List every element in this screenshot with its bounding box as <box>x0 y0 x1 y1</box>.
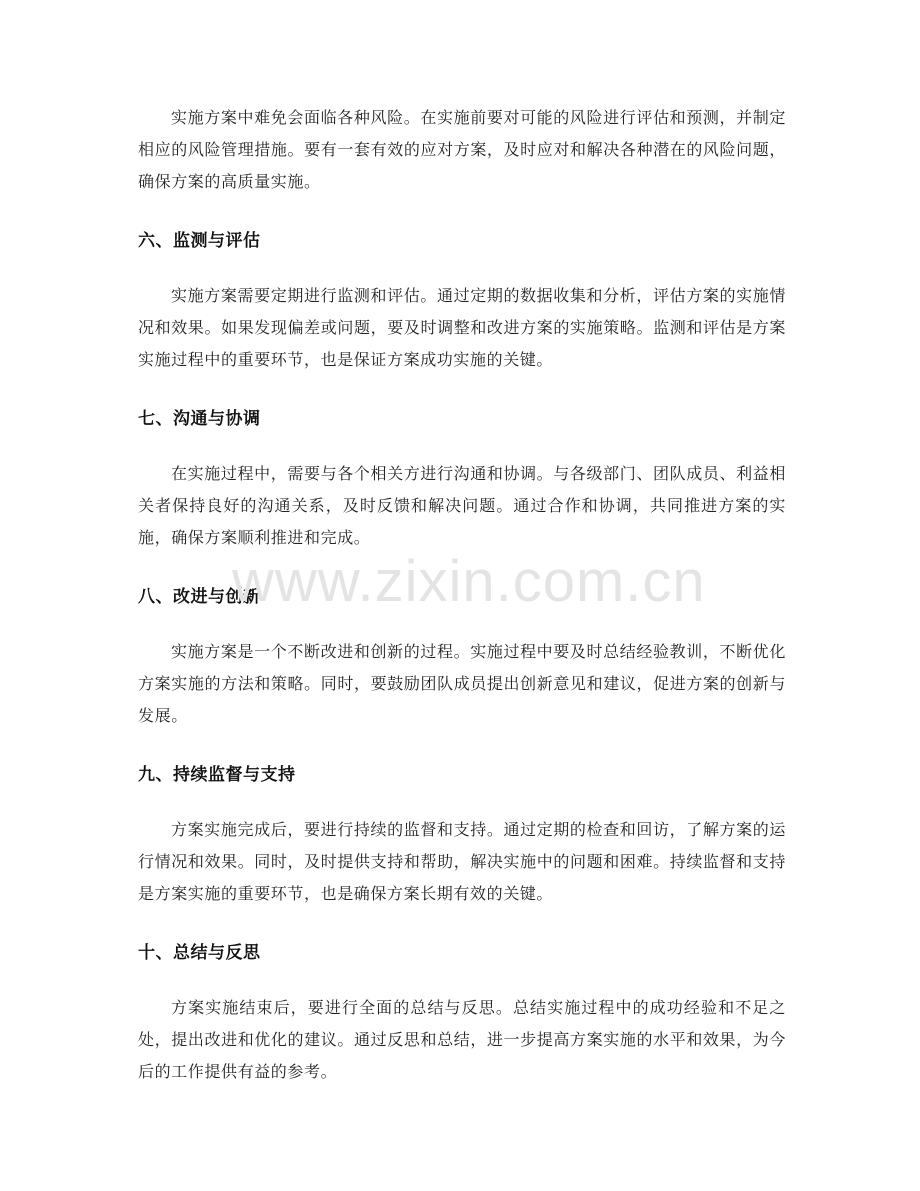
section-paragraph: 实施方案需要定期进行监测和评估。通过定期的数据收集和分析，评估方案的实施情况和效果。如果发现偏差或问题，要及时调整和改进方案的实施策略。监测和评估是方案实施过程中的重要环节，也是保证方案成功实施的关键。 <box>138 286 786 369</box>
section-heading: 六、监测与评估 <box>138 231 261 251</box>
section-improvement-innovation <box>138 580 786 732</box>
section-heading: 八、改进与创新 <box>138 587 261 607</box>
section-paragraph: 方案实施结束后，要进行全面的总结与反思。总结实施过程中的成功经验和不足之处，提出改进和优化的建议。通过反思和总结，进一步提高方案实施的水平和效果，为今后的工作提供有益的参考。 <box>138 998 786 1081</box>
section-heading: 十、总结与反思 <box>138 943 261 963</box>
section-paragraph: 在实施过程中，需要与各个相关方进行沟通和协调。与各级部门、团队成员、利益相关者保持良好的沟通关系，及时反馈和解决问题。通过合作和协调，共同推进方案的实施，确保方案顺利推进和完成。 <box>138 464 786 547</box>
section-continuous-supervision <box>138 758 786 910</box>
intro-paragraph: 实施方案中难免会面临各种风险。在实施前要对可能的风险进行评估和预测，并制定相应的风险管理措施。要有一套有效的应对方案，及时应对和解决各种潜在的风险问题，确保方案的高质量实施。 <box>138 108 786 191</box>
section-paragraph: 方案实施完成后，要进行持续的监督和支持。通过定期的检查和回访，了解方案的运行情况和效果。同时，及时提供支持和帮助，解决实施中的问题和困难。持续监督和支持是方案实施的重要环节，也是确保方案长期有效的关键。 <box>138 820 786 903</box>
section-heading: 九、持续监督与支持 <box>138 765 296 785</box>
section-heading: 七、沟通与协调 <box>138 409 261 429</box>
section-monitoring-evaluation <box>138 224 786 376</box>
section-summary-reflection <box>138 936 786 1088</box>
document-body <box>138 102 786 1088</box>
section-paragraph: 实施方案是一个不断改进和创新的过程。实施过程中要及时总结经验教训，不断优化方案实施的方法和策略。同时，要鼓励团队成员提出创新意见和建议，促进方案的创新与发展。 <box>138 642 786 725</box>
section-communication-coordination <box>138 402 786 554</box>
watermark: www.zixin.com.cn <box>232 549 706 614</box>
